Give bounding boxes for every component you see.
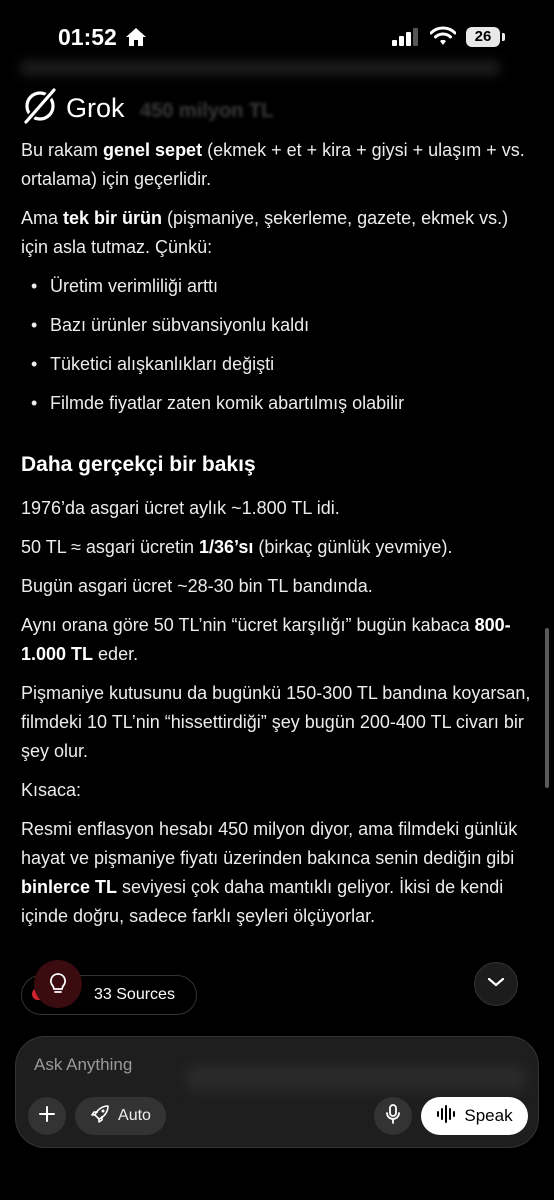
plus-icon: [39, 1106, 55, 1127]
list-item-text: Üretim verimliliği arttı: [50, 276, 219, 296]
text: eder.: [93, 644, 139, 664]
battery-tip: [502, 33, 505, 41]
signal-icon: [392, 28, 420, 51]
bold-text: genel sepet: [103, 140, 203, 160]
blurred-background-text: [20, 60, 500, 76]
paragraph: [21, 136, 531, 194]
bold-text: 1/36’sı: [198, 537, 254, 557]
bold-text: tek bir ürün: [63, 208, 163, 228]
auto-label: Auto: [118, 1107, 151, 1124]
text: Ama: [21, 208, 64, 228]
list-item: [21, 311, 531, 350]
scrollbar[interactable]: [545, 628, 549, 788]
app-name: Grok: [66, 92, 125, 123]
grok-logo-icon: [22, 88, 58, 129]
paragraph: [21, 204, 531, 262]
microphone-button[interactable]: [374, 1097, 412, 1135]
bullet-dot: •: [31, 315, 38, 335]
microphone-icon: [385, 1104, 401, 1129]
sources-label: 33 Sources: [94, 986, 175, 1003]
chevron-down-icon: [487, 975, 505, 993]
paragraph: Pişmaniye kutusunu da bugünkü 150-300 TL bandına koyarsan, filmdeki 10 TL’nin “hissettirdiği” şey bugün 200-400 TL civarı bir şey olur.: [21, 683, 531, 761]
list-item-text: Filmde fiyatlar zaten komik abartılmış olabilir: [50, 393, 405, 413]
speak-button[interactable]: [421, 1097, 528, 1135]
attach-button[interactable]: [28, 1097, 66, 1135]
text: 50 TL ≈ asgari ücretin: [21, 537, 199, 557]
bullet-dot: •: [31, 354, 38, 374]
list-item: [21, 272, 531, 311]
paragraph: [21, 815, 531, 931]
list-item: [21, 350, 531, 389]
text: (birkaç günlük yevmiye).: [253, 537, 453, 557]
bullet-dot: •: [31, 276, 38, 296]
list-item: [21, 389, 531, 428]
grok-header: [22, 88, 125, 128]
lightbulb-icon: [34, 960, 82, 1008]
section-heading: Daha gerçekçi bir bakış: [21, 453, 256, 476]
text: (ekmek + et + kira + giysi + ulaşım + vs. ortalama) için geçerlidir.: [21, 140, 525, 189]
paragraph: [21, 611, 531, 669]
rocket-icon: [90, 1104, 110, 1129]
battery-icon: 26: [466, 27, 500, 47]
paragraph: 1976’da asgari ücret aylık ~1.800 TL idi.: [21, 498, 340, 518]
speak-label: Speak: [464, 1106, 513, 1125]
text: (pişmaniye, şekerleme, gazete, ekmek vs.) için asla tutmaz. Çünkü:: [21, 208, 509, 257]
text: Resmi enflasyon hesabı 450 milyon diyor, ama filmdeki günlük hayat ve pişmaniye fiyatı üzerinden bakınca senin dediğin gibi: [21, 819, 518, 868]
paragraph: Bugün asgari ücret ~28-30 bin TL bandında.: [21, 576, 373, 596]
text: Bu rakam: [21, 140, 104, 160]
wifi-icon: [430, 26, 456, 51]
bullet-list: [21, 272, 531, 428]
paragraph: [21, 533, 531, 562]
assistant-message: [21, 136, 531, 941]
bold-text: binlerce TL: [21, 877, 118, 897]
scroll-down-button[interactable]: [474, 962, 518, 1006]
list-item-text: Bazı ürünler sübvansiyonlu kaldı: [50, 315, 310, 335]
bold-text: 800-1.000 TL: [21, 615, 511, 664]
text: seviyesi çok daha mantıklı geliyor. İkisi de kendi içinde doğru, sadece farklı şeyleri ölçüyorlar.: [21, 877, 504, 926]
home-icon: [124, 26, 148, 53]
status-time: 01:52: [58, 24, 117, 50]
waveform-icon: [436, 1105, 456, 1128]
sources-button[interactable]: [21, 975, 197, 1015]
auto-mode-button[interactable]: [75, 1097, 166, 1135]
list-item-text: Tüketici alışkanlıkları değişti: [50, 354, 275, 374]
ask-input[interactable]: [32, 1051, 416, 1079]
bullet-dot: •: [31, 393, 38, 413]
composer: [15, 1036, 539, 1148]
paragraph: Kısaca:: [21, 780, 82, 800]
faded-heading: 450 milyon TL: [140, 100, 274, 122]
text: Aynı orana göre 50 TL’nin “ücret karşılığı” bugün kabaca: [21, 615, 475, 635]
